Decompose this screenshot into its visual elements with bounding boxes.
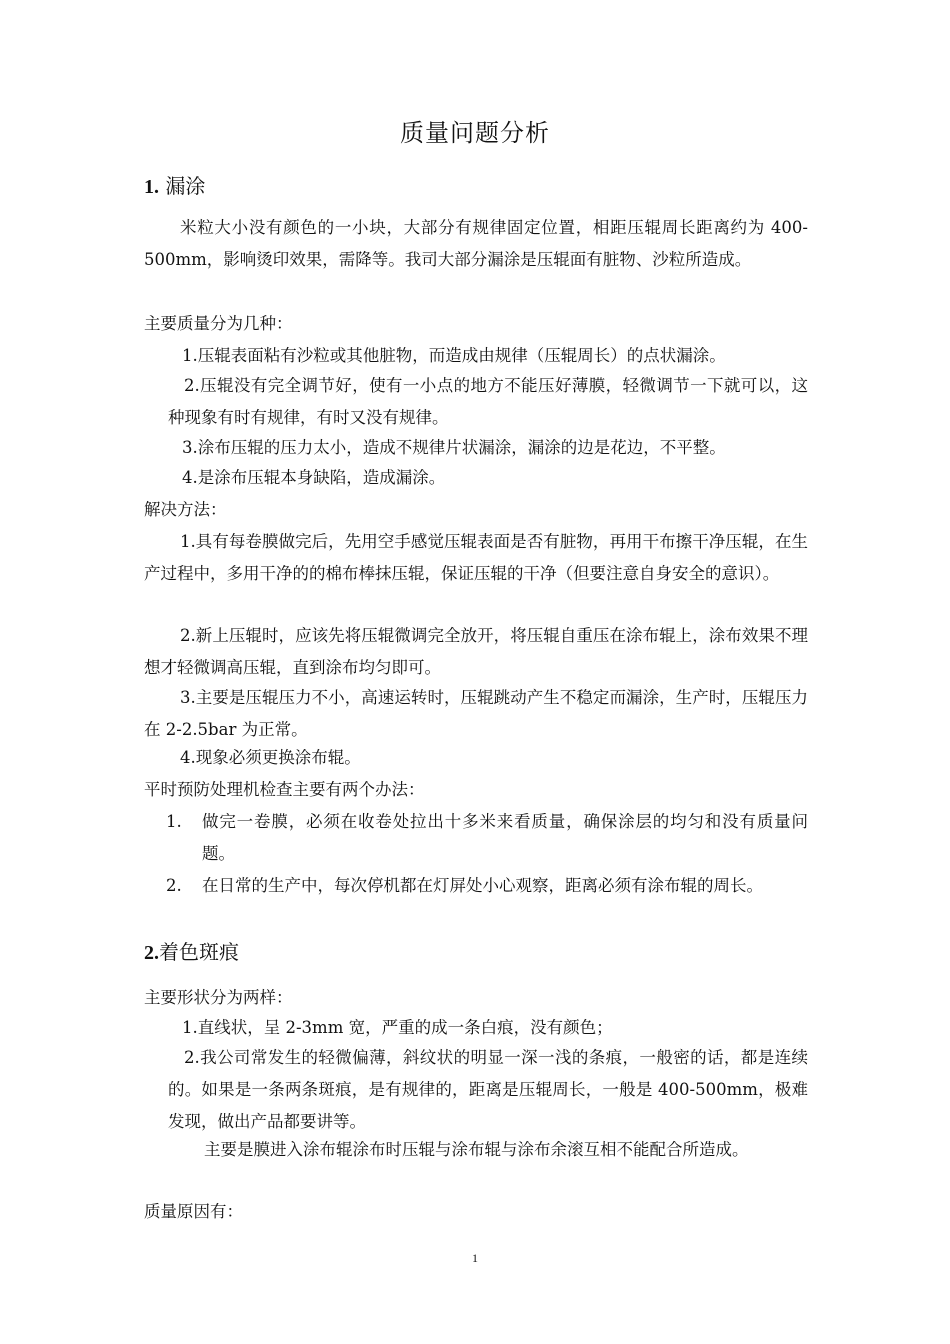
section-1-intro: 米粒大小没有颜色的一小块，大部分有规律固定位置，相距压辊周长距离约为 400-500mm，影响烫印效果，需降等。我司大部分漏涂是压辊面有脏物、沙粒所造成。 bbox=[144, 218, 808, 269]
section-1-title: 漏涂 bbox=[165, 174, 206, 198]
section-2-heading bbox=[144, 938, 239, 967]
prevention-list bbox=[166, 806, 808, 902]
list-text: 做完一卷膜，必须在收卷处拉出十多米来看质量，确保涂层的均匀和没有质量问题。 bbox=[202, 812, 808, 863]
types-label: 主要质量分为几种： bbox=[144, 314, 293, 333]
solutions-label: 解决方法： bbox=[144, 500, 227, 519]
type-item-3: 3.涂布压辊的压力太小，造成不规律片状漏涂，漏涂的边是花边，不平整。 bbox=[182, 438, 726, 457]
type-item-2: 2.压辊没有完全调节好，使有一小点的地方不能压好薄膜，轻微调节一下就可以，这种现象有时有规律，有时又没有规律。 bbox=[168, 376, 808, 427]
solution-item-3: 3.主要是压辊压力不小，高速运转时，压辊跳动产生不稳定而漏涂，生产时，压辊压力在 2-2.5bar 为正常。 bbox=[144, 688, 808, 739]
document-title: 质量问题分析 bbox=[400, 119, 550, 147]
prevention-label: 平时预防处理机检查主要有两个办法： bbox=[144, 780, 425, 799]
section-1-number: 1. bbox=[144, 176, 159, 198]
solution-item-4: 4.现象必须更换涂布辊。 bbox=[180, 748, 361, 767]
solution-item-2: 2.新上压辊时，应该先将压辊微调完全放开，将压辊自重压在涂布辊上，涂布效果不理想才轻微调高压辊，直到涂布均匀即可。 bbox=[144, 626, 808, 677]
section-2-title: 着色斑痕 bbox=[159, 940, 239, 964]
type-item-1: 1.压辊表面粘有沙粒或其他脏物，而造成由规律（压辊周长）的点状漏涂。 bbox=[182, 346, 726, 365]
list-item bbox=[166, 806, 808, 870]
shape-item-2: 2.我公司常发生的轻微偏薄，斜纹状的明显一深一浅的条痕，一般密的话，都是连续的。如果是一条两条斑痕，是有规律的，距离是压辊周长，一般是 400-500mm，极难发现，做出产品都要讲等。 bbox=[168, 1048, 808, 1131]
reasons-label: 质量原因有： bbox=[144, 1202, 243, 1221]
type-item-4: 4.是涂布压辊本身缺陷，造成漏涂。 bbox=[182, 468, 446, 487]
list-text: 在日常的生产中，每次停机都在灯屏处小心观察，距离必须有涂布辊的周长。 bbox=[202, 876, 763, 895]
cause-paragraph: 主要是膜进入涂布辊涂布时压辊与涂布辊与涂布余滚互相不能配合所造成。 bbox=[204, 1140, 749, 1159]
section-1-heading bbox=[144, 172, 205, 201]
list-number: 1. bbox=[166, 812, 182, 831]
shapes-label: 主要形状分为两样： bbox=[144, 988, 293, 1007]
page-number: 1 bbox=[472, 1251, 478, 1265]
list-item bbox=[166, 870, 808, 902]
list-number: 2. bbox=[166, 876, 182, 895]
section-2-number: 2. bbox=[144, 942, 159, 964]
solution-item-1: 1.具有每卷膜做完后，先用空手感觉压辊表面是否有脏物，再用干布擦干净压辊，在生产过程中，多用干净的的棉布棒抹压辊，保证压辊的干净（但要注意自身安全的意识）。 bbox=[144, 532, 808, 583]
shape-item-1: 1.直线状，呈 2-3mm 宽，严重的成一条白痕，没有颜色； bbox=[182, 1018, 613, 1037]
